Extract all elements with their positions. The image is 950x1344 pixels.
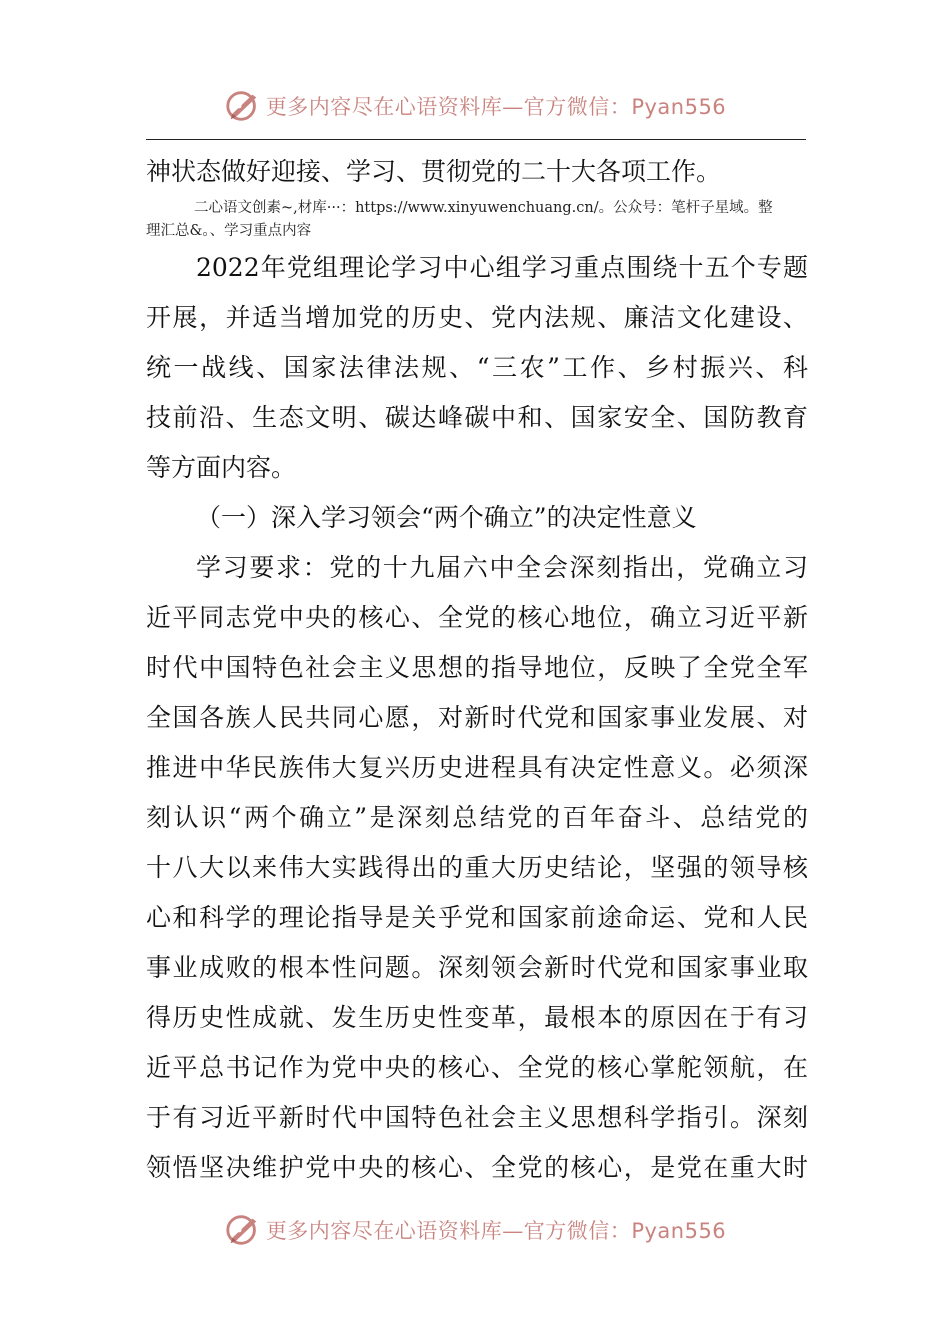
- body-line: 学习要求：党的十九届六中全会深刻指出，党确立习: [196, 553, 808, 582]
- body-line: 近平总书记作为党中央的核心、全党的核心掌舵领航，在: [146, 1053, 808, 1082]
- footer-banner: [0, 1208, 950, 1252]
- body-line: 技前沿、生态文明、碳达峰碳中和、国家安全、国防教育: [146, 403, 808, 432]
- body-line: 近平同志党中央的核心、全党的核心地位，确立习近平新: [146, 603, 808, 632]
- footer-banner-text: 更多内容尽在心语资料库—官方微信：Pyan556: [265, 1219, 727, 1243]
- pen-logo-icon: [224, 87, 262, 125]
- paragraph-requirements: [146, 543, 808, 1193]
- body-line: 得历史性成就、发生历史性变革，最根本的原因在于有习: [146, 1003, 808, 1032]
- body-line: 推进中华民族伟大复兴历史进程具有决定性意义。必须深: [146, 753, 808, 782]
- document-body: [146, 147, 808, 1193]
- body-line: 等方面内容。: [146, 453, 297, 482]
- paragraph-intro: [146, 243, 808, 493]
- header-rule: [146, 139, 806, 140]
- section-heading: （一）深入学习领会“两个确立”的决定性意义: [196, 503, 697, 532]
- body-line: 统一战线、国家法律法规、“三农”工作、乡村振兴、科: [146, 353, 808, 382]
- body-line: 时代中国特色社会主义思想的指导地位，反映了全党全军: [146, 653, 808, 682]
- header-banner-text: 更多内容尽在心语资料库—官方微信：Pyan556: [265, 95, 727, 119]
- body-line: 神状态做好迎接、学习、贯彻党的二十大各项工作。: [146, 157, 722, 186]
- body-line: 刻认识“两个确立”是深刻总结党的百年奋斗、总结党的: [146, 803, 808, 832]
- body-line: 领悟坚决维护党中央的核心、全党的核心，是党在重大时: [146, 1153, 808, 1182]
- body-line: 于有习近平新时代中国特色社会主义思想科学指引。深刻: [146, 1103, 808, 1132]
- body-line: 事业成败的根本性问题。深刻领会新时代党和国家事业取: [146, 953, 808, 982]
- header-banner: [0, 84, 950, 128]
- pen-logo-icon: [224, 1211, 262, 1249]
- body-line: 心和科学的理论指导是关乎党和国家前途命运、党和人民: [146, 903, 808, 932]
- body-line: 十八大以来伟大实践得出的重大历史结论，坚强的领导核: [146, 853, 808, 882]
- body-line: 全国各族人民共同心愿，对新时代党和国家事业发展、对: [146, 703, 808, 732]
- source-note: 理汇总&。、学习重点内容: [146, 223, 312, 239]
- body-line: 开展，并适当增加党的历史、党内法规、廉洁文化建设、: [146, 303, 808, 332]
- source-note: 二心语文创素~,材库···：https://www.xinyuwenchuang.cn/。公众号：笔杆子星域。整: [194, 200, 773, 216]
- body-line: 2022年党组理论学习中心组学习重点围绕十五个专题: [196, 253, 808, 282]
